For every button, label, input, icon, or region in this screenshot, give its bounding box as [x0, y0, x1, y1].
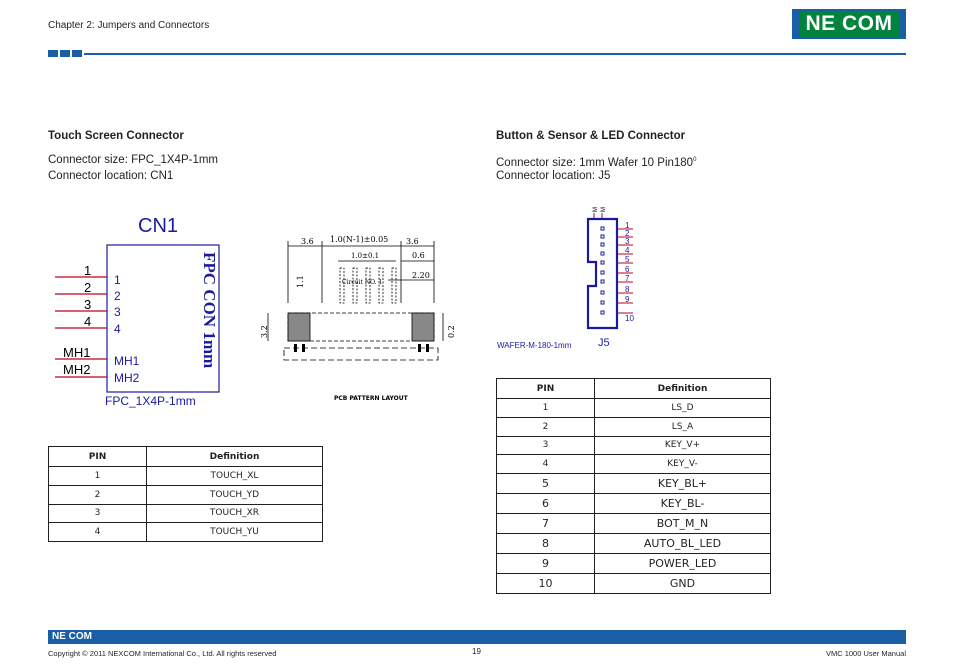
- touch-screen-title: Touch Screen Connector: [48, 130, 184, 142]
- cn1-outer-pin: MH1: [63, 345, 91, 360]
- pcb-caption: PCB PATTERN LAYOUT: [334, 395, 408, 402]
- dim-220: 2.20: [412, 271, 430, 280]
- cn1-inner-pin: 3: [114, 305, 121, 319]
- svg-text:2: 2: [625, 229, 630, 238]
- cn1-footprint: FPC_1X4P-1mm: [105, 394, 196, 408]
- svg-text:3: 3: [625, 237, 630, 246]
- j5-part: WAFER-M-180-1mm: [497, 341, 572, 350]
- dim-02: 0.2: [447, 325, 456, 338]
- svg-text:M: M: [601, 207, 607, 212]
- table-row: 1 LS_D: [497, 399, 771, 418]
- cn1-inner-pin: MH1: [114, 354, 140, 368]
- svg-text:8: 8: [625, 285, 630, 294]
- cn1-inner-pin: MH2: [114, 371, 140, 385]
- svg-text:10: 10: [625, 314, 634, 323]
- cn1-outer-pin: MH2: [63, 362, 91, 377]
- cn1-outer-pin: 2: [84, 280, 92, 295]
- dim-formula: 1.0(N-1)±0.05: [330, 235, 389, 244]
- svg-text:7: 7: [625, 274, 630, 283]
- table-row: 3 TOUCH_XR: [49, 504, 323, 523]
- svg-text:9: 9: [625, 295, 630, 304]
- table-row: 1 TOUCH_XL: [49, 467, 323, 486]
- table-header: PIN: [497, 379, 595, 399]
- chapter-heading: Chapter 2: Jumpers and Connectors: [48, 20, 210, 31]
- cn1-inner-pin: 4: [114, 322, 121, 336]
- circuit-label: Circuit NO. 1: [342, 279, 383, 286]
- dim-36b: 3.6: [406, 237, 419, 246]
- svg-text:5: 5: [625, 255, 630, 264]
- table-header: Definition: [147, 447, 323, 467]
- cn1-outer-pin: 4: [84, 314, 92, 329]
- table-row: 4 KEY_V-: [497, 455, 771, 474]
- svg-text:1: 1: [625, 221, 630, 230]
- header-rule: [84, 53, 906, 55]
- dim-11: 1.1: [296, 275, 305, 288]
- table-row: 9 POWER_LED: [497, 554, 771, 574]
- cn1-schematic: [50, 205, 230, 410]
- table-row: 8 AUTO_BL_LED: [497, 534, 771, 554]
- svg-text:4: 4: [625, 246, 630, 255]
- table-header: PIN: [49, 447, 147, 467]
- wafer-size-line: Connector size: 1mm Wafer 10 $Pin180^0$: [496, 156, 697, 169]
- dim-36a: 3.6: [301, 237, 314, 246]
- touch-pin-table: [48, 446, 323, 542]
- manual-title: VMC 1000 User Manual: [825, 649, 906, 658]
- table-row: 2 TOUCH_YD: [49, 485, 323, 504]
- table-row: 6 KEY_BL-: [497, 494, 771, 514]
- table-row: 5 KEY_BL+: [497, 474, 771, 494]
- j5-schematic: [496, 200, 646, 352]
- footer-rule: [48, 630, 906, 644]
- svg-text:M: M: [593, 207, 599, 212]
- page-number: 19: [472, 647, 481, 656]
- j5-ref: J5: [598, 337, 610, 349]
- dim-06: 0.6: [412, 251, 425, 260]
- cn1-outer-pin: 1: [84, 263, 92, 278]
- dim-32: 3.2: [260, 325, 269, 338]
- table-row: 3 KEY_V+: [497, 436, 771, 455]
- table-row: 10 GND: [497, 574, 771, 594]
- wafer-location-line: Connector location: J5: [496, 170, 611, 182]
- touch-size-line: Connector size: FPC_1X4P-1mm: [48, 154, 219, 166]
- header-squares: [48, 50, 82, 57]
- footer-logo: NE COM: [48, 630, 96, 643]
- touch-location-line: Connector location: CN1: [48, 170, 174, 182]
- svg-text:6: 6: [625, 265, 630, 274]
- cn1-part-label: FPC CON 1mm: [200, 252, 219, 369]
- wafer-pin-table: [496, 378, 771, 594]
- table-row: 2 LS_A: [497, 417, 771, 436]
- cn1-inner-pin: 2: [114, 289, 121, 303]
- cn1-outer-pin: 3: [84, 297, 92, 312]
- cn1-ref: CN1: [138, 215, 179, 237]
- dim-10: 1.0±0.1: [351, 252, 380, 260]
- table-row: 7 BOT_M_N: [497, 514, 771, 534]
- table-header: Definition: [595, 379, 771, 399]
- nexcom-logo: [792, 9, 906, 39]
- copyright-text: Copyright © 2011 NEXCOM International Co., Ltd. All rights reserved: [48, 649, 277, 658]
- logo-text: NE COM: [800, 11, 899, 37]
- button-sensor-title: Button & Sensor & LED Connector: [496, 130, 686, 142]
- cn1-inner-pin: 1: [114, 273, 121, 287]
- pcb-pattern-drawing: [258, 228, 468, 406]
- table-row: 4 TOUCH_YU: [49, 523, 323, 542]
